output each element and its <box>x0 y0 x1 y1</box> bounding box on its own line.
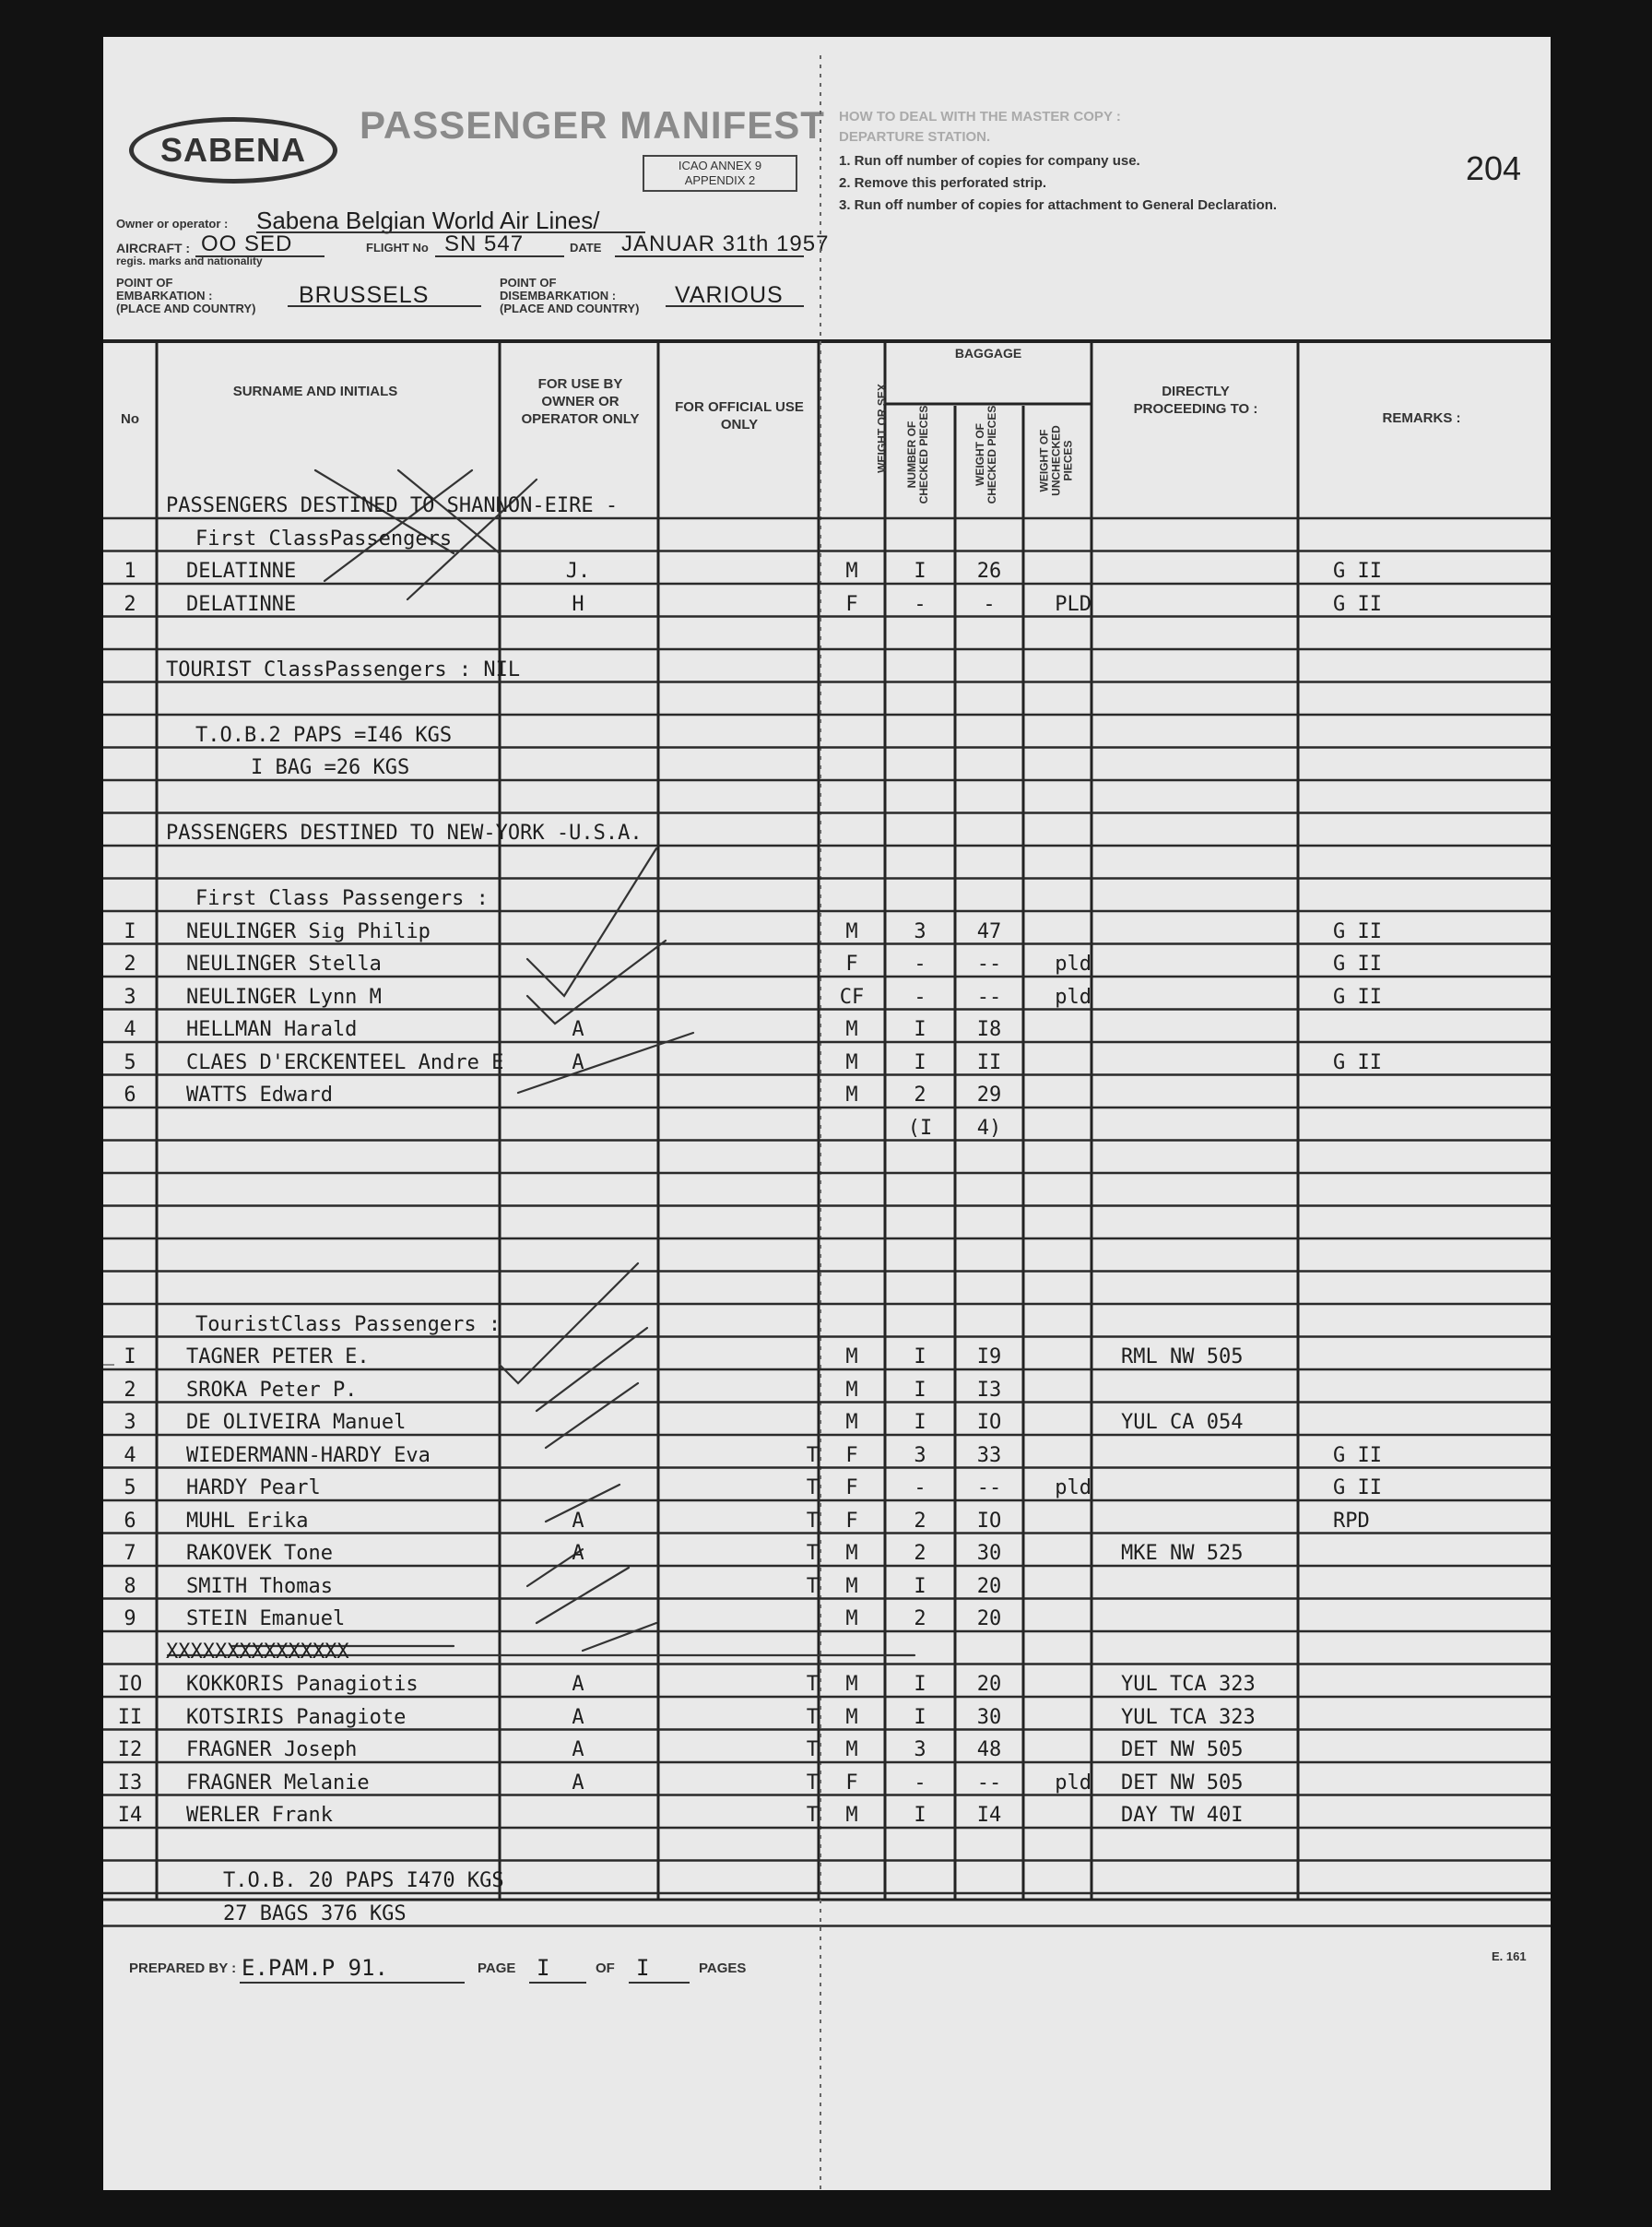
date-value: JANUAR 31th 1957 <box>621 231 830 256</box>
section-heading: TOURIST ClassPassengers : NIL <box>166 657 521 681</box>
passenger-name: RAKOVEK Tone <box>186 1542 333 1565</box>
instruction-1: DEPARTURE STATION. <box>839 129 991 145</box>
disembark-label-1: POINT OF <box>500 276 557 290</box>
sex-value: F <box>845 1443 858 1467</box>
section-heading: I BAG =26 KGS <box>251 756 410 779</box>
prepared-value: E.PAM.P 91. <box>242 1955 388 1981</box>
sex-value: M <box>845 1574 858 1598</box>
checked-pieces-value: I <box>914 1705 926 1729</box>
row-number: 2 <box>124 1378 136 1402</box>
row-number: 2 <box>124 953 136 976</box>
sex-value: M <box>845 1345 858 1368</box>
manifest-title: PASSENGER MANIFEST <box>360 103 825 147</box>
col-header-no: No <box>121 411 139 427</box>
col-header-unchecked-weight: WEIGHT OF UNCHECKED PIECES <box>1037 425 1075 496</box>
remarks-value: RPD <box>1333 1509 1370 1533</box>
checked-weight-value: -- <box>976 1476 1002 1499</box>
checked-weight-value: 30 <box>976 1542 1002 1565</box>
official-use-mark: T <box>806 1705 819 1729</box>
sex-value: M <box>845 1738 858 1761</box>
destination-value: YUL CA 054 <box>1121 1411 1244 1434</box>
sex-value: M <box>845 1673 858 1696</box>
passenger-name: NEULINGER Sig Philip <box>186 919 431 943</box>
checked-weight-value: 20 <box>976 1607 1002 1630</box>
owner-use-mark: A <box>572 1738 584 1761</box>
row-number: I2 <box>117 1738 143 1761</box>
remarks-value: G II <box>1333 985 1382 1009</box>
row-number: I <box>124 1345 136 1368</box>
passenger-name: STEIN Emanuel <box>186 1607 346 1630</box>
remarks-value: G II <box>1333 592 1382 616</box>
row-number: IO <box>117 1673 143 1696</box>
checked-weight-value: -- <box>976 1771 1002 1795</box>
sex-value: F <box>845 1476 858 1499</box>
official-use-mark: T <box>806 1673 819 1696</box>
passenger-name: WERLER Frank <box>186 1804 333 1827</box>
destination-value: YUL TCA 323 <box>1121 1673 1256 1696</box>
col-header-surname: SURNAME AND INITIALS <box>232 384 398 399</box>
passenger-name: DE OLIVEIRA Manuel <box>186 1411 407 1434</box>
aircraft-value: OO SED <box>201 231 293 256</box>
page-number: 204 <box>1466 149 1522 187</box>
row-number: 6 <box>124 1509 136 1533</box>
section-heading: First ClassPassengers <box>195 527 453 551</box>
sex-value: M <box>845 560 858 583</box>
official-use-mark: T <box>806 1738 819 1761</box>
checked-pieces-value: I <box>914 1345 926 1368</box>
sex-value: M <box>845 1607 858 1630</box>
passenger-name: KOTSIRIS Panagiote <box>186 1705 407 1729</box>
col-header-checked-weight: WEIGHT OF CHECKED PIECES <box>974 405 998 504</box>
table-grid <box>103 37 1551 2190</box>
checked-pieces-value: I <box>914 1050 926 1074</box>
official-use-mark: T <box>806 1509 819 1533</box>
checked-weight-value: 30 <box>976 1705 1002 1729</box>
passenger-name: KOKKORIS Panagiotis <box>186 1673 419 1696</box>
of-label: OF <box>596 1960 615 1976</box>
passenger-name: WIEDERMANN-HARDY Eva <box>186 1443 431 1467</box>
aircraft-sub-label: regis. marks and nationality <box>116 255 263 267</box>
official-use-mark: T <box>806 1542 819 1565</box>
unchecked-weight-value: pld <box>1055 953 1092 976</box>
cross-mark <box>324 470 472 581</box>
icao-line-2: APPENDIX 2 <box>684 173 756 187</box>
owner-use-mark: A <box>572 1542 584 1565</box>
checked-pieces-value: 2 <box>914 1542 926 1565</box>
passenger-name: WATTS Edward <box>186 1084 333 1107</box>
owner-use-mark: A <box>572 1673 584 1696</box>
row-number: I4 <box>117 1804 143 1827</box>
passenger-name: DELATINNE <box>186 560 297 583</box>
checked-weight-value: I4 <box>976 1804 1002 1827</box>
column-rules <box>157 341 1298 1900</box>
section-heading: XXXXXXXXXXXXXXX <box>166 1640 349 1664</box>
sex-value: M <box>845 1378 858 1402</box>
section-heading: T.O.B.2 PAPS =I46 KGS <box>195 723 453 747</box>
checked-weight-value: 4) <box>976 1116 1002 1140</box>
passenger-name: TAGNER PETER E. <box>186 1345 370 1368</box>
passenger-name: CLAES D'ERCKENTEEL Andre E <box>186 1050 504 1074</box>
sex-value: F <box>845 1771 858 1795</box>
checked-pieces-value: I <box>914 1673 926 1696</box>
checked-weight-value: 20 <box>976 1673 1002 1696</box>
row-number: 5 <box>124 1050 136 1074</box>
pages-label: PAGES <box>699 1960 747 1976</box>
form-code: E. 161 <box>1492 1949 1527 1963</box>
checked-weight-value: 29 <box>976 1084 1002 1107</box>
unchecked-weight-value: pld <box>1055 1476 1092 1499</box>
sex-value: M <box>845 1050 858 1074</box>
sex-value: M <box>845 1018 858 1041</box>
sex-value: M <box>845 1084 858 1107</box>
row-number: 3 <box>124 1411 136 1434</box>
remarks-value: G II <box>1333 1476 1382 1499</box>
checked-weight-value: I8 <box>976 1018 1002 1041</box>
row-number: 8 <box>124 1574 136 1598</box>
owner-value: Sabena Belgian World Air Lines/ <box>256 207 600 234</box>
checked-pieces-value: 3 <box>914 1443 926 1467</box>
row-number: 2 <box>124 592 136 616</box>
checked-pieces-value: I <box>914 560 926 583</box>
official-use-mark: T <box>806 1771 819 1795</box>
checked-pieces-value: (I <box>907 1116 933 1140</box>
col-header-official-use: FOR OFFICIAL USE ONLY <box>675 399 804 432</box>
check-mark <box>583 1623 656 1651</box>
aircraft-label: AIRCRAFT : <box>116 241 191 255</box>
checked-weight-value: -- <box>976 985 1002 1009</box>
checked-weight-value: -- <box>976 953 1002 976</box>
section-heading: First Class Passengers : <box>195 887 489 910</box>
checked-pieces-value: 2 <box>914 1509 926 1533</box>
remarks-value: G II <box>1333 953 1382 976</box>
checked-pieces-value: 2 <box>914 1084 926 1107</box>
checked-pieces-value: I <box>914 1378 926 1402</box>
row-number: 6 <box>124 1084 136 1107</box>
official-use-mark: T <box>806 1476 819 1499</box>
embark-label-2: EMBARKATION : <box>116 289 213 302</box>
section-heading: T.O.B. 20 PAPS I470 KGS <box>223 1869 504 1892</box>
page-value: I <box>537 1955 550 1981</box>
destination-value: DAY TW 40I <box>1121 1804 1244 1827</box>
sex-value: F <box>845 953 858 976</box>
checked-pieces-value: - <box>914 985 926 1009</box>
passenger-name: HELLMAN Harald <box>186 1018 358 1041</box>
checked-pieces-value: 3 <box>914 919 926 943</box>
section-heading: TouristClass Passengers : <box>195 1312 502 1336</box>
manifest-sheet <box>103 37 1551 2190</box>
passenger-name: FRAGNER Joseph <box>186 1738 358 1761</box>
row-number: 4 <box>124 1443 136 1467</box>
destination-value: DET NW 505 <box>1121 1771 1244 1795</box>
checked-pieces-value: - <box>914 1476 926 1499</box>
flight-value: SN 547 <box>444 231 525 256</box>
section-heading: PASSENGERS DESTINED TO SHANNON-EIRE - <box>166 494 619 517</box>
check-mark <box>527 941 666 1024</box>
row-number: I3 <box>117 1771 143 1795</box>
prepared-label: PREPARED BY : <box>129 1960 237 1976</box>
owner-use-mark: A <box>572 1018 584 1041</box>
official-use-mark: T <box>806 1574 819 1598</box>
sex-value: M <box>845 1542 858 1565</box>
embark-label-3: (PLACE AND COUNTRY) <box>116 302 256 315</box>
checked-weight-value: 48 <box>976 1738 1002 1761</box>
col-header-checked-pieces: NUMBER OF CHECKED PIECES <box>905 405 930 504</box>
checked-pieces-value: I <box>914 1574 926 1598</box>
checked-weight-value: 20 <box>976 1574 1002 1598</box>
check-mark <box>537 1568 629 1623</box>
section-heading: 27 BAGS 376 KGS <box>223 1901 407 1925</box>
passenger-name: MUHL Erika <box>186 1509 309 1533</box>
sex-value: M <box>845 1804 858 1827</box>
col-header-directly-proceeding: DIRECTLY PROCEEDING TO : <box>1133 384 1258 417</box>
check-mark <box>500 1263 638 1383</box>
checked-pieces-value: 2 <box>914 1607 926 1630</box>
logo-text: SABENA <box>159 131 306 169</box>
sex-value: F <box>845 1509 858 1533</box>
owner-use-mark: A <box>572 1509 584 1533</box>
checked-weight-value: - <box>983 592 996 616</box>
checked-pieces-value: - <box>914 1771 926 1795</box>
passenger-name: DELATINNE <box>186 592 297 616</box>
check-mark <box>527 848 656 996</box>
checked-weight-value: IO <box>976 1411 1002 1434</box>
icao-line-1: ICAO ANNEX 9 <box>678 159 762 172</box>
checked-pieces-value: - <box>914 592 926 616</box>
page-label: PAGE <box>478 1960 516 1976</box>
instruction-4: 3. Run off number of copies for attachment to General Declaration. <box>839 197 1278 213</box>
row-number: 9 <box>124 1607 136 1630</box>
unchecked-weight-value: pld <box>1055 985 1092 1009</box>
row-number: 4 <box>124 1018 136 1041</box>
sex-value: M <box>845 919 858 943</box>
checked-pieces-value: I <box>914 1411 926 1434</box>
flight-label: FLIGHT No <box>366 241 429 255</box>
row-number: 1 <box>124 560 136 583</box>
row-number: 3 <box>124 985 136 1009</box>
col-header-remarks: REMARKS : <box>1382 410 1461 426</box>
passenger-name: HARDY Pearl <box>186 1476 321 1499</box>
disembark-value: VARIOUS <box>675 282 784 308</box>
embark-label-1: POINT OF <box>116 276 173 290</box>
disembark-label-2: DISEMBARKATION : <box>500 289 617 302</box>
remarks-value: G II <box>1333 560 1382 583</box>
owner-use-mark: H <box>572 592 584 616</box>
instruction-0: HOW TO DEAL WITH THE MASTER COPY : <box>839 109 1121 124</box>
checked-pieces-value: I <box>914 1804 926 1827</box>
col-header-owner-use: FOR USE BY OWNER OR OPERATOR ONLY <box>521 376 640 427</box>
instruction-2: 1. Run off number of copies for company use. <box>839 153 1140 169</box>
row-number: 5 <box>124 1476 136 1499</box>
unchecked-weight-value: PLD <box>1055 592 1092 616</box>
checked-weight-value: IO <box>976 1509 1002 1533</box>
sex-value: M <box>845 1411 858 1434</box>
owner-use-mark: A <box>572 1771 584 1795</box>
checked-weight-value: I9 <box>976 1345 1002 1368</box>
official-use-mark: T <box>806 1804 819 1827</box>
date-label: DATE <box>570 241 602 255</box>
sex-value: M <box>845 1705 858 1729</box>
owner-use-mark: A <box>572 1705 584 1729</box>
col-header-baggage: BAGGAGE <box>954 346 1022 361</box>
instruction-3: 2. Remove this perforated strip. <box>839 175 1047 191</box>
passenger-name: FRAGNER Melanie <box>186 1771 370 1795</box>
owner-use-mark: J. <box>565 560 591 583</box>
checked-weight-value: II <box>976 1050 1002 1074</box>
sex-value: F <box>845 592 858 616</box>
header-underlines <box>195 232 804 306</box>
passenger-name: NEULINGER Stella <box>186 953 382 976</box>
col-header-weight-or-sex: WEIGHT OR SEX <box>875 384 889 473</box>
destination-value: DET NW 505 <box>1121 1738 1244 1761</box>
disembark-label-3: (PLACE AND COUNTRY) <box>500 302 640 315</box>
passenger-name: SMITH Thomas <box>186 1574 333 1598</box>
checked-weight-value: 33 <box>976 1443 1002 1467</box>
destination-value: MKE NW 525 <box>1121 1542 1244 1565</box>
checked-pieces-value: 3 <box>914 1738 926 1761</box>
owner-use-mark: A <box>572 1050 584 1074</box>
destination-value: YUL TCA 323 <box>1121 1705 1256 1729</box>
section-heading: PASSENGERS DESTINED TO NEW-YORK -U.S.A. <box>166 822 643 845</box>
checked-pieces-value: I <box>914 1018 926 1041</box>
passenger-name: SROKA Peter P. <box>186 1378 358 1402</box>
remarks-value: G II <box>1333 919 1382 943</box>
checked-weight-value: 26 <box>976 560 1002 583</box>
passenger-name: NEULINGER Lynn M <box>186 985 382 1009</box>
of-value: I <box>636 1955 650 1981</box>
official-use-mark: T <box>806 1443 819 1467</box>
unchecked-weight-value: pld <box>1055 1771 1092 1795</box>
row-number: II <box>117 1705 143 1729</box>
remarks-value: G II <box>1333 1443 1382 1467</box>
checked-weight-value: 47 <box>976 919 1002 943</box>
row-number: I <box>124 919 136 943</box>
checked-weight-value: I3 <box>976 1378 1002 1402</box>
checked-pieces-value: - <box>914 953 926 976</box>
row-number: 7 <box>124 1542 136 1565</box>
sex-value: CF <box>839 985 865 1009</box>
owner-label: Owner or operator : <box>116 217 229 231</box>
destination-value: RML NW 505 <box>1121 1345 1244 1368</box>
embark-value: BRUSSELS <box>299 282 430 308</box>
remarks-value: G II <box>1333 1050 1382 1074</box>
